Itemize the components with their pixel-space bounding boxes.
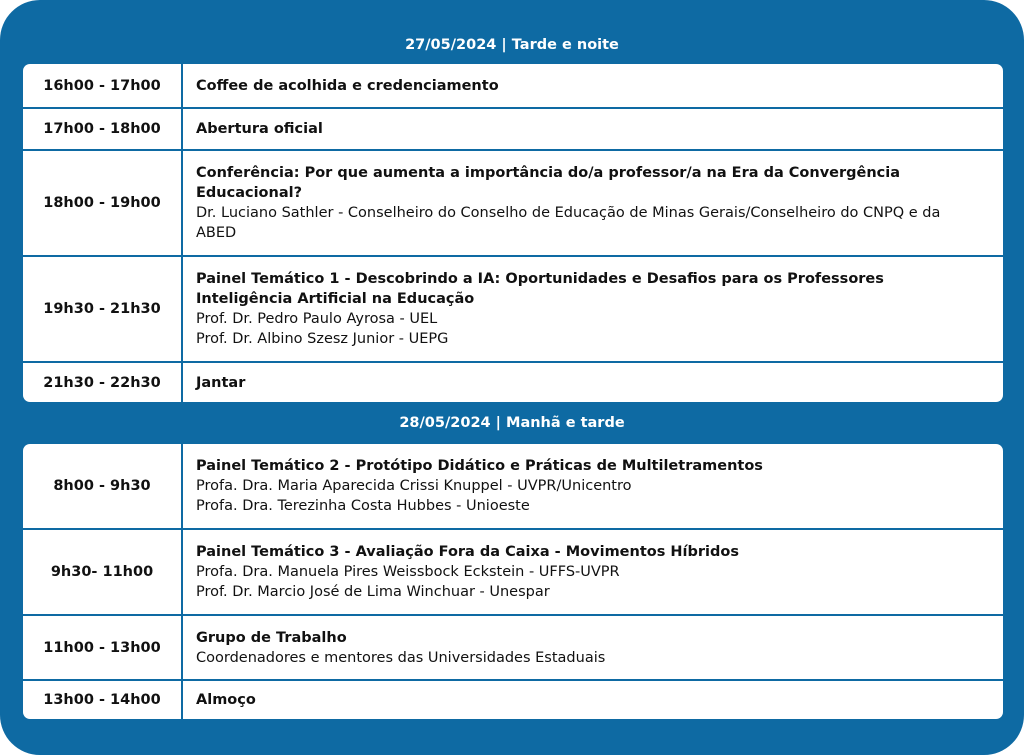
activity-title: Painel Temático 2 - Protótipo Didático e Práticas de Multiletramentos [196, 458, 763, 474]
time-cell: 19h30 - 21h30 [23, 257, 183, 361]
activity-title: Grupo de Trabalho [196, 629, 347, 646]
activity-cell [183, 363, 1003, 402]
table-row [23, 681, 1003, 719]
activity-cell [183, 616, 1003, 679]
activity-cell [183, 151, 1003, 255]
activity-cell [183, 109, 1003, 149]
speaker-line: Coordenadores e mentores das Universidades Estaduais [196, 649, 606, 666]
time-cell: 8h00 - 9h30 [23, 444, 183, 528]
time-cell: 11h00 - 13h00 [23, 616, 183, 679]
activity-cell [183, 530, 1003, 614]
time-cell: 16h00 - 17h00 [23, 64, 183, 107]
table-row [23, 444, 1003, 528]
speaker-line: Prof. Dr. Albino Szesz Junior - UEPG [196, 331, 449, 347]
activity-title: Jantar [196, 374, 246, 391]
time-cell: 9h30- 11h00 [23, 530, 183, 614]
table-row [23, 257, 1003, 361]
table-row [23, 64, 1003, 107]
speaker-line: Profa. Dra. Manuela Pires Weissbock Eckstein - UFFS-UVPR [196, 564, 620, 580]
activity-title: Painel Temático 1 - Descobrindo a IA: Oportunidades e Desafios para os Professores Inteligência Artificial na Educação [196, 271, 884, 307]
activity-title: Abertura oficial [196, 121, 323, 137]
speaker-line: Profa. Dra. Terezinha Costa Hubbes - Unioeste [196, 498, 530, 514]
activity-cell [183, 257, 1003, 361]
activity-title: Painel Temático 3 - Avaliação Fora da Caixa - Movimentos Híbridos [196, 544, 739, 560]
activity-title: Coffee de acolhida e credenciamento [196, 77, 499, 94]
speaker-line: Prof. Dr. Marcio José de Lima Winchuar - Unespar [196, 584, 550, 600]
day1-schedule-table [23, 64, 1003, 402]
day2-schedule-table [23, 444, 1003, 719]
speaker-line: Profa. Dra. Maria Aparecida Crissi Knuppel - UVPR/Unicentro [196, 478, 632, 494]
activity-title: Conferência: Por que aumenta a importância do/a professor/a na Era da Convergência Educacional? [196, 165, 901, 201]
table-row [23, 616, 1003, 679]
table-row [23, 151, 1003, 255]
activity-title: Almoço [196, 692, 256, 708]
table-row [23, 363, 1003, 402]
table-row [23, 530, 1003, 614]
table-row [23, 109, 1003, 149]
activity-cell [183, 64, 1003, 107]
time-cell: 21h30 - 22h30 [23, 363, 183, 402]
activity-cell [183, 681, 1003, 719]
speaker-line: Dr. Luciano Sathler - Conselheiro do Conselho de Educação de Minas Gerais/Conselheiro do CNPQ e da ABED [196, 205, 941, 241]
day1-heading: 27/05/2024 | Tarde e noite [405, 37, 619, 53]
time-cell: 18h00 - 19h00 [23, 151, 183, 255]
time-cell: 17h00 - 18h00 [23, 109, 183, 149]
activity-cell [183, 444, 1003, 528]
time-cell: 13h00 - 14h00 [23, 681, 183, 719]
day2-heading: 28/05/2024 | Manhã e tarde [399, 415, 625, 431]
speaker-line: Prof. Dr. Pedro Paulo Ayrosa - UEL [196, 311, 438, 327]
